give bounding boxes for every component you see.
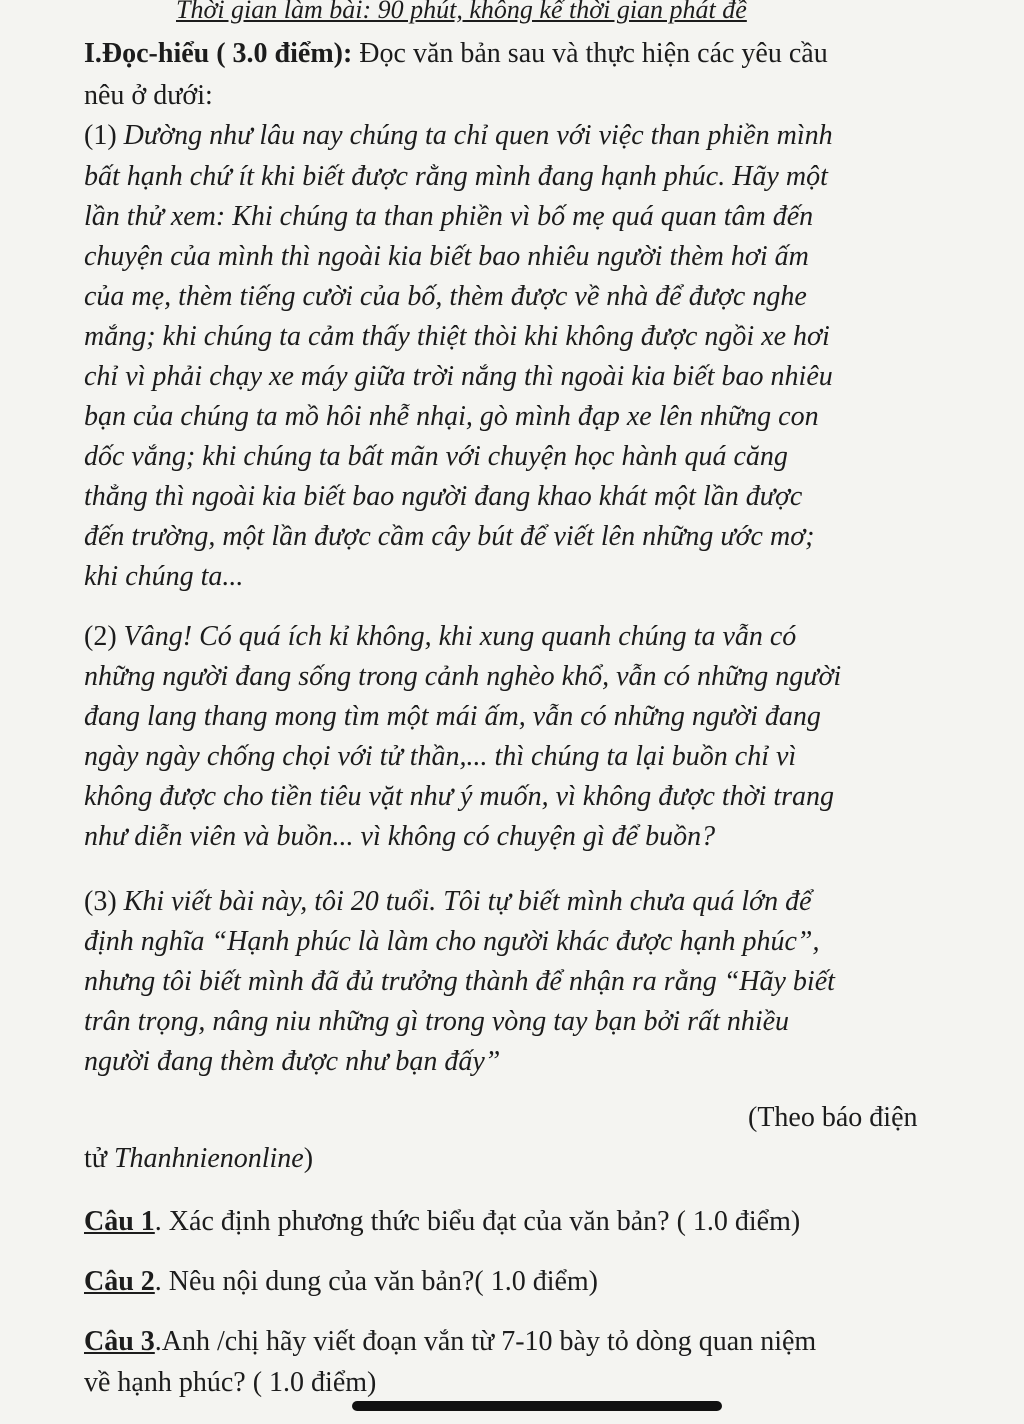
- question-3-line-2: về hạnh phúc? ( 1.0 điểm): [84, 1367, 377, 1398]
- reading-section-heading: [84, 36, 828, 72]
- passage-line: lần thử xem: Khi chúng ta than phiền vì bố mẹ quá quan tâm đến: [84, 201, 814, 232]
- question-1-label: Câu 1: [84, 1206, 155, 1237]
- paragraph-1-line-1-text: Dường như lâu nay chúng ta chỉ quen với việc than phiền mình: [123, 120, 833, 151]
- source-close: ): [303, 1143, 314, 1174]
- passage-line: định nghĩa “Hạnh phúc là làm cho người khác được hạnh phúc”,: [84, 926, 820, 957]
- passage-line: khi chúng ta...: [84, 561, 244, 592]
- paragraph-1-number: (1): [84, 120, 124, 151]
- question-2: [84, 1264, 598, 1300]
- question-3-text-line-1: .Anh /chị hãy viết đoạn vắn từ 7-10 bày tỏ dòng quan niệm: [154, 1326, 817, 1357]
- paragraph-2-number: (2): [84, 621, 124, 652]
- passage-line: [84, 619, 796, 655]
- passage-line: [84, 884, 812, 920]
- question-1-text: . Xác định phương thức biểu đạt của văn bản? ( 1.0 điểm): [154, 1206, 801, 1237]
- passage-line: như diễn viên và buồn... vì không có chuyện gì để buồn?: [84, 821, 716, 852]
- bottom-ui-strip: [352, 1401, 722, 1411]
- exam-time-text: Thời gian làm bài: 90 phút, không kể thời gian phát đề: [176, 0, 747, 24]
- paragraph-3-number: (3): [84, 886, 124, 917]
- passage-line: chỉ vì phải chạy xe máy giữa trời nắng thì ngoài kia biết bao nhiêu: [84, 361, 833, 392]
- passage-line: thẳng thì ngoài kia biết bao người đang khao khát một lần được: [84, 481, 803, 512]
- question-2-text: . Nêu nội dung của văn bản?( 1.0 điểm): [154, 1266, 598, 1297]
- passage-line: những người đang sống trong cảnh nghèo khổ, vẫn có những người: [84, 661, 842, 692]
- passage-line: nhưng tôi biết mình đã đủ trưởng thành để nhận ra rằng “Hãy biết: [84, 966, 835, 997]
- passage-line: bất hạnh chứ ít khi biết được rằng mình đang hạnh phúc. Hãy một: [84, 161, 828, 192]
- passage-line: trân trọng, nâng niu những gì trong vòng tay bạn bởi rất nhiều: [84, 1006, 790, 1037]
- passage-line: đang lang thang mong tìm một mái ấm, vẫn có những người đang: [84, 701, 821, 732]
- passage-line: mắng; khi chúng ta cảm thấy thiệt thòi khi không được ngồi xe hơi: [84, 321, 830, 352]
- section-instruction: Đọc văn bản sau và thực hiện các yêu cầu: [352, 38, 828, 69]
- passage-line: của mẹ, thèm tiếng cười của bố, thèm được về nhà để được nghe: [84, 281, 807, 312]
- passage-line: ngày ngày chống chọi với tử thần,... thì chúng ta lại buồn chỉ vì: [84, 741, 797, 772]
- question-1: [84, 1204, 800, 1240]
- section-instruction-continuation: nêu ở dưới:: [84, 80, 213, 111]
- paragraph-2-line-1-text: Vâng! Có quá ích kỉ không, khi xung quanh chúng ta vẫn có: [123, 621, 797, 652]
- passage-line: dốc vắng; khi chúng ta bất mãn với chuyện học hành quá căng: [84, 441, 788, 472]
- passage-line: chuyện của mình thì ngoài kia biết bao nhiêu người thèm hơi ấm: [84, 241, 809, 272]
- paragraph-3-line-1-text: Khi viết bài này, tôi 20 tuổi. Tôi tự biết mình chưa quá lớn để: [123, 886, 812, 917]
- source-line-1: (Theo báo điện: [748, 1102, 918, 1133]
- question-3-label: Câu 3: [84, 1326, 155, 1357]
- source-line-2: [84, 1141, 313, 1177]
- source-name: Thanhnienonline: [113, 1143, 304, 1174]
- passage-line: đến trường, một lần được cầm cây bút để viết lên những ước mơ;: [84, 521, 815, 552]
- source-prefix: tử: [84, 1143, 114, 1174]
- question-2-label: Câu 2: [84, 1266, 155, 1297]
- section-title: I.Đọc-hiểu ( 3.0 điểm):: [84, 38, 353, 69]
- passage-line: [84, 118, 833, 154]
- passage-line: không được cho tiền tiêu vặt như ý muốn, vì không được thời trang: [84, 781, 835, 812]
- passage-line: bạn của chúng ta mồ hôi nhễ nhại, gò mình đạp xe lên những con: [84, 401, 819, 432]
- question-3-line-1: [84, 1324, 816, 1360]
- exam-time-line: [176, 0, 747, 28]
- passage-line: người đang thèm được như bạn đấy”: [84, 1046, 501, 1077]
